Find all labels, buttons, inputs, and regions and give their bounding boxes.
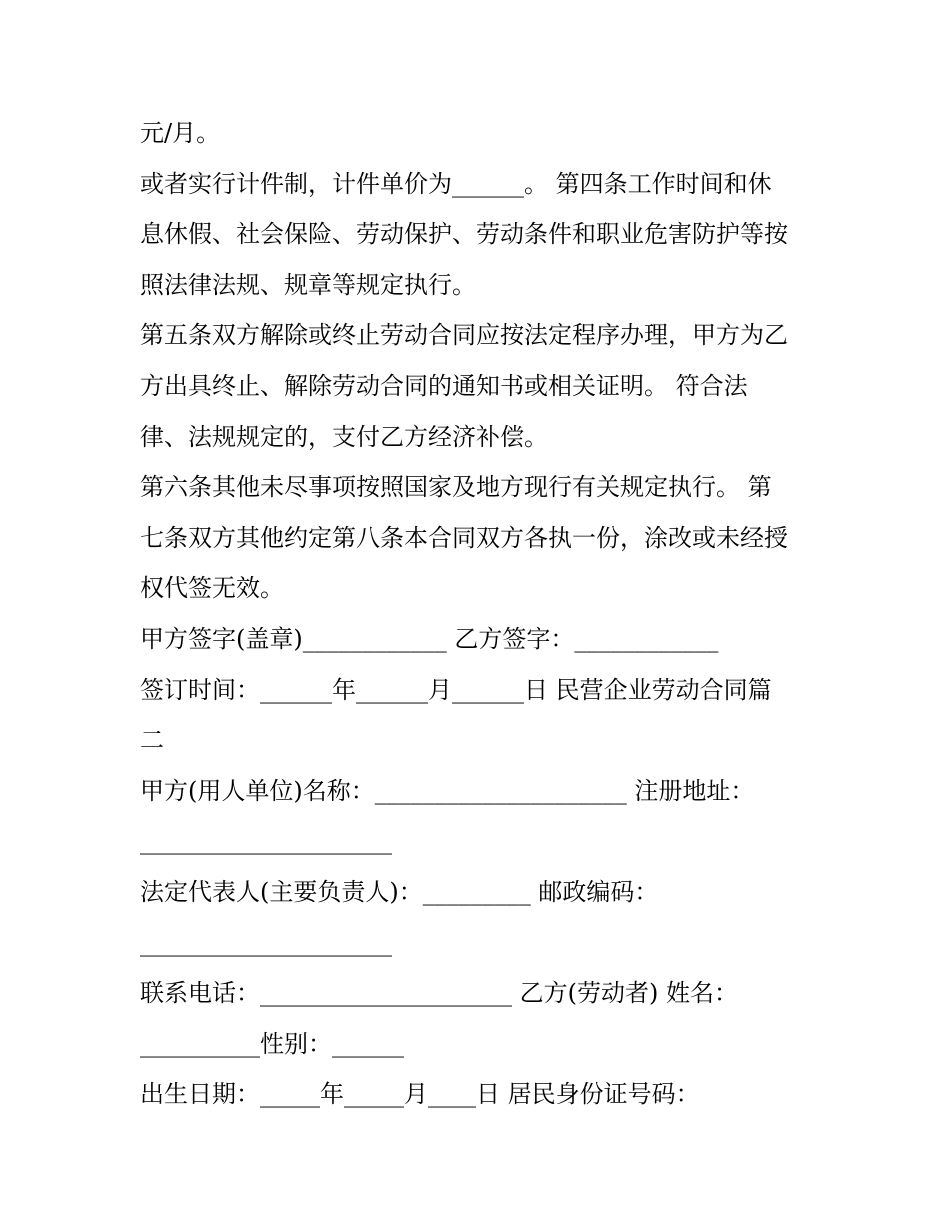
text-line: 方出具终止、解除劳动合同的通知书或相关证明。 符合法 bbox=[140, 371, 748, 400]
signing-date-line: 签订时间：______年______月______日 民营企业劳动合同篇 bbox=[140, 675, 772, 704]
signature-line: 甲方签字(盖章)____________ 乙方签字：____________ bbox=[140, 624, 719, 653]
blank-line: _____________________ bbox=[140, 928, 392, 957]
employer-name-line: 甲方(用人单位)名称：_____________________ 注册地址： bbox=[140, 776, 755, 805]
text-line: 权代签无效。 bbox=[140, 574, 284, 603]
legal-representative-line: 法定代表人(主要负责人)：_________ 邮政编码： bbox=[140, 877, 659, 906]
text-line: 或者实行计件制，计件单价为______。 第四条工作时间和休 bbox=[140, 169, 772, 198]
text-line: 息休假、社会保险、劳动保护、劳动条件和职业危害防护等按 bbox=[140, 220, 788, 249]
text-line: 律、法规规定的，支付乙方经济补偿。 bbox=[140, 422, 548, 451]
text-line: 照法律法规、规章等规定执行。 bbox=[140, 270, 476, 299]
text-line: 第五条双方解除或终止劳动合同应按法定程序办理，甲方为乙 bbox=[140, 321, 788, 350]
contact-phone-line: 联系电话：_____________________ 乙方(劳动者) 姓名： bbox=[140, 979, 738, 1008]
text-line: 第六条其他未尽事项按照国家及地方现行有关规定执行。 第 bbox=[140, 473, 772, 502]
gender-line: __________性别：______ bbox=[140, 1029, 404, 1058]
section-heading-continued: 二 bbox=[140, 726, 164, 755]
text-line: 元/月。 bbox=[140, 119, 221, 147]
text-line: 七条双方其他约定第八条本合同双方各执一份，涂改或未经授 bbox=[140, 523, 788, 552]
birth-date-line: 出生日期：_____年_____月____日 居民身份证号码： bbox=[140, 1080, 700, 1109]
blank-line: _____________________ bbox=[140, 827, 392, 856]
contract-text bbox=[140, 108, 820, 1120]
